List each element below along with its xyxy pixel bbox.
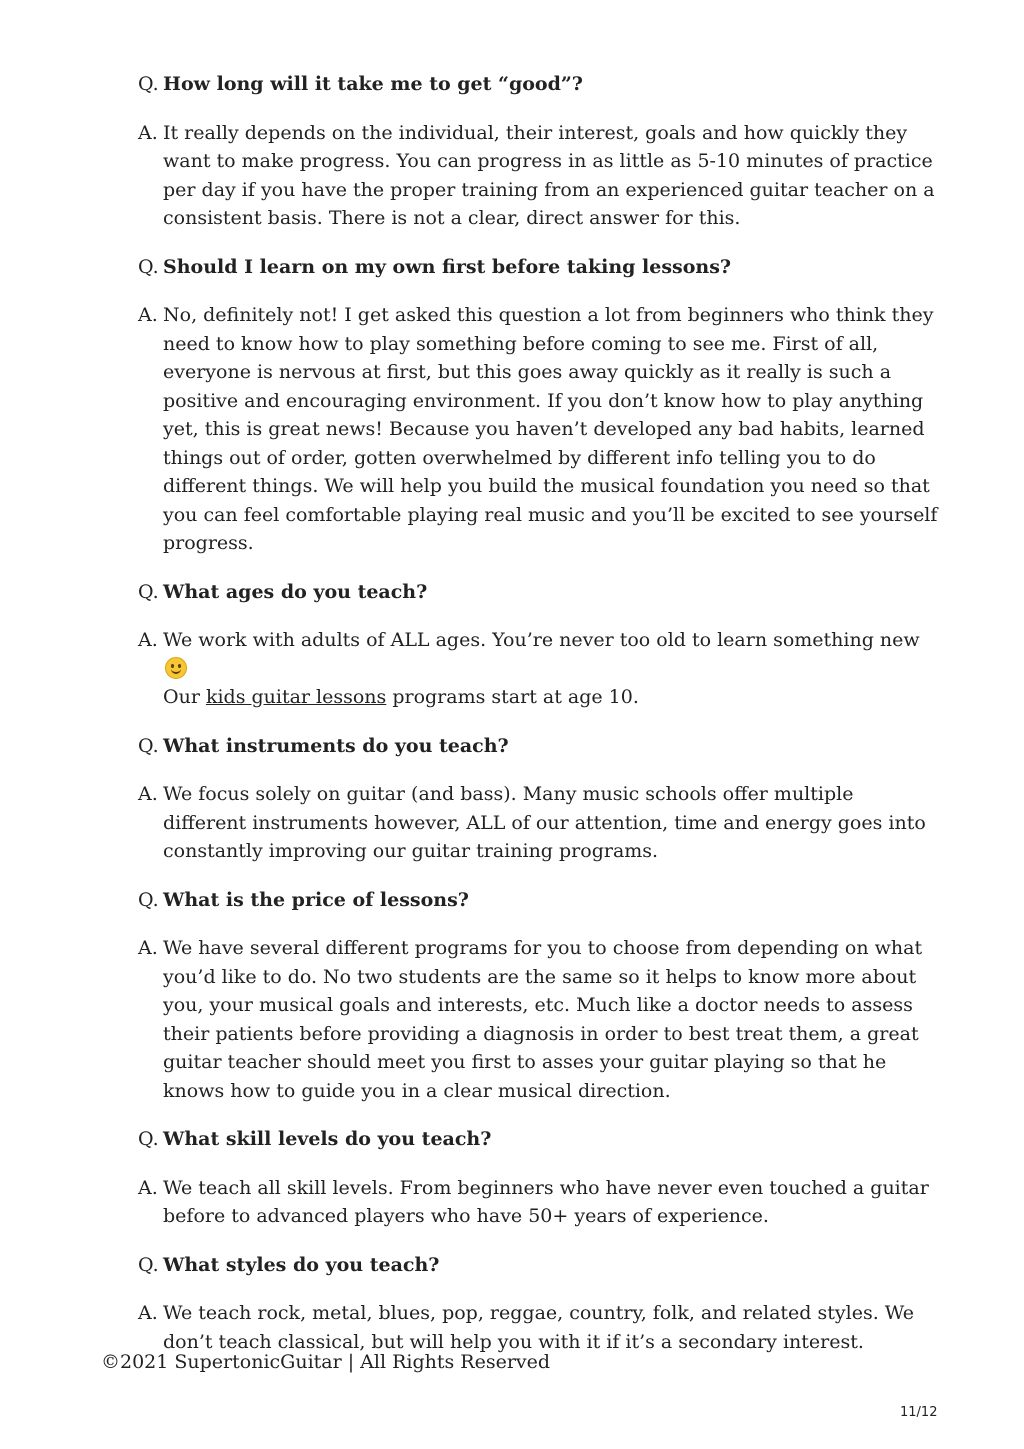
answer-prefix: A. bbox=[138, 121, 158, 144]
question-text: What skill levels do you teach? bbox=[163, 1128, 492, 1150]
answer-prefix: A. bbox=[138, 304, 158, 326]
answer-text: We teach rock, metal, blues, pop, reggae, country, folk, and related styles. We don’t teach classical, but will help you with it if it’s a secondary interest. bbox=[163, 1302, 914, 1353]
faq-question bbox=[138, 253, 938, 282]
footer-copyright: ©2021 SupertonicGuitar | All Rights Reserved bbox=[101, 1351, 551, 1373]
question-text: What ages do you teach? bbox=[163, 580, 428, 603]
faq-question bbox=[138, 732, 938, 761]
faq-answer bbox=[138, 301, 938, 558]
faq-question bbox=[138, 1251, 938, 1280]
question-text: What is the price of lessons? bbox=[163, 888, 469, 911]
faq-answer bbox=[138, 934, 938, 1105]
answer-prefix: A. bbox=[138, 783, 158, 805]
answer-text-part: Our bbox=[163, 686, 206, 708]
answer-prefix: A. bbox=[138, 629, 158, 651]
faq-answer bbox=[138, 119, 938, 233]
answer-text: It really depends on the individual, their interest, goals and how quickly they want to make progress. You can progress in as little as 5-10 minutes of practice per day if you have the proper training from an experienced guitar teacher on a consistent basis. There is not a clear, direct answer for this. bbox=[163, 121, 935, 229]
faq-question bbox=[138, 70, 938, 99]
question-text: What styles do you teach? bbox=[163, 1253, 440, 1276]
answer-text: We have several different programs for you to choose from depending on what you’d like to do. No two students are the same so it helps to know more about you, your musical goals and interests, etc. Much like a doctor needs to assess their patients before providing a diagnosis in order to best treat them, a great guitar teacher should meet you first to asses your guitar playing so that he knows how to guide you in a clear musical direction. bbox=[163, 937, 923, 1102]
faq-question bbox=[138, 578, 938, 607]
question-text: What instruments do you teach? bbox=[163, 734, 509, 757]
question-text: Should I learn on my own first before taking lessons? bbox=[163, 255, 732, 278]
question-prefix: Q. bbox=[138, 1253, 159, 1276]
answer-text-part: programs start at age 10. bbox=[386, 686, 639, 708]
faq-question bbox=[138, 1125, 938, 1154]
answer-text bbox=[163, 626, 938, 712]
slightly-smiling-face-icon bbox=[165, 657, 187, 679]
faq-answer bbox=[138, 626, 938, 712]
answer-text: No, definitely not! I get asked this question a lot from beginners who think they need to know how to play something before coming to see me. First of all, everyone is nervous at first, but this goes away quickly as it really is such a positive and encouraging environment. If you don’t know how to play anything yet, this is great news! Because you haven’t developed any bad habits, learned things out of order, gotten overwhelmed by different info telling you to do different things. We will help you build the musical foundation you need so that you can feel comfortable playing real music and you’ll be excited to see yourself progress. bbox=[163, 304, 938, 554]
answer-text-part: We work with adults of ALL ages. You’re never too old to learn something new bbox=[163, 629, 920, 651]
answer-prefix: A. bbox=[138, 1176, 158, 1199]
question-prefix: Q. bbox=[138, 888, 159, 911]
faq-list bbox=[138, 70, 938, 1376]
kids-guitar-lessons-link[interactable]: kids guitar lessons bbox=[205, 686, 387, 708]
answer-prefix: A. bbox=[138, 937, 158, 959]
answer-text: We focus solely on guitar (and bass). Many music schools offer multiple different instruments however, ALL of our attention, time and energy goes into constantly improving our guitar training programs. bbox=[163, 783, 926, 862]
faq-answer bbox=[138, 1174, 938, 1231]
page-number: 11/12 bbox=[900, 1405, 938, 1420]
answer-text: We teach all skill levels. From beginners who have never even touched a guitar before to advanced players who have 50+ years of experience. bbox=[163, 1176, 929, 1227]
question-prefix: Q. bbox=[138, 734, 159, 757]
answer-prefix: A. bbox=[138, 1302, 158, 1324]
faq-question bbox=[138, 886, 938, 915]
question-prefix: Q. bbox=[138, 255, 159, 278]
question-text: How long will it take me to get “good”? bbox=[163, 73, 583, 95]
question-prefix: Q. bbox=[138, 73, 159, 95]
question-prefix: Q. bbox=[138, 580, 159, 603]
question-prefix: Q. bbox=[138, 1128, 159, 1150]
faq-answer bbox=[138, 780, 938, 866]
